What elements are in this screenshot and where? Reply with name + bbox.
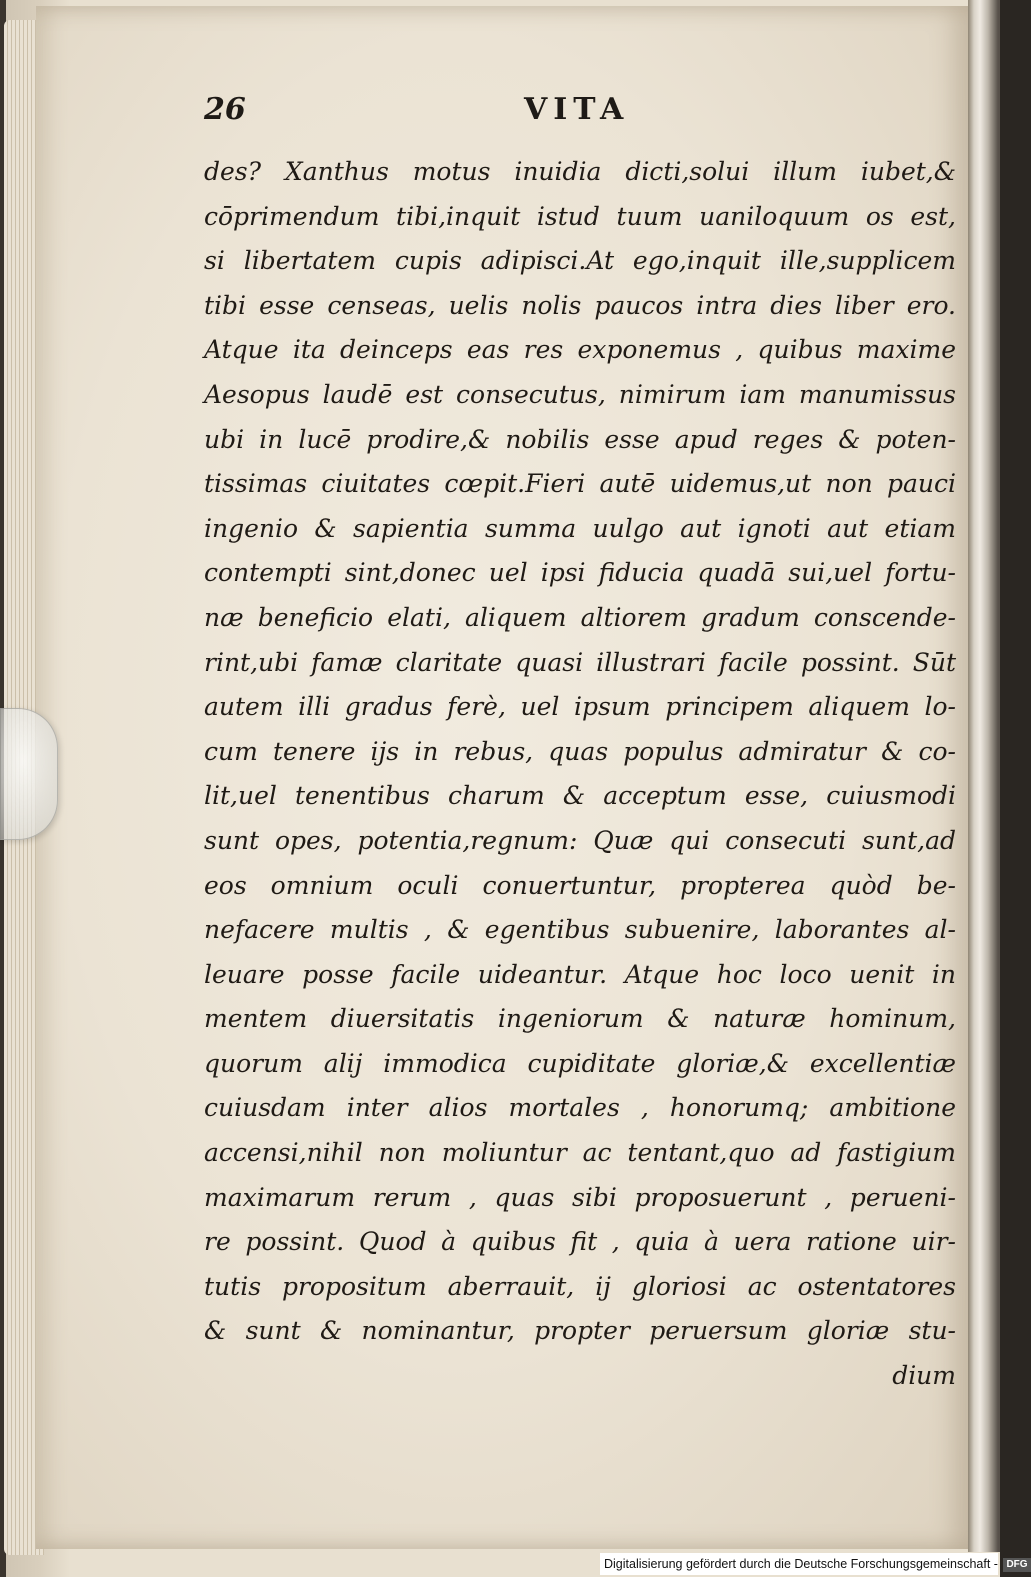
text-line: des? Xanthus motus inuidia dicti,solui illum iubet,&	[204, 157, 956, 186]
text-line: rint,ubi famæ claritate quasi illustrari facile possint. Sūt	[204, 647, 956, 677]
catchword: dium	[892, 1361, 956, 1391]
text-line: cōprimendum tibi,inquit istud tuum uaniloquum os est,	[204, 201, 956, 231]
text-line: re possint. Quod à quibus fit , quia à uera ratione uir-	[204, 1227, 956, 1257]
text-line: autem illi gradus ferè, uel ipsum principem aliquem lo-	[204, 692, 956, 722]
text-line: si libertatem cupis adipisci.At ego,inquit ille,supplicem	[204, 246, 956, 276]
page-tab	[0, 708, 58, 840]
text-line: mentem diuersitatis ingeniorum & naturæ hominum,	[204, 1004, 956, 1034]
text-line: næ beneficio elati, aliquem altiorem gradum conscende-	[204, 602, 956, 632]
book-binding	[968, 0, 1000, 1552]
dfg-logo: DFG	[1003, 1558, 1030, 1572]
digitization-footer	[600, 1553, 1028, 1575]
text-line: maximarum rerum , quas sibi proposuerunt , perueni-	[204, 1182, 956, 1212]
text-line: ubi in lucē prodire,& nobilis esse apud reges & poten-	[204, 424, 956, 454]
text-line: contempti sint,donec uel ipsi fiducia quadā sui,uel fortu-	[204, 558, 956, 588]
text-line: tissimas ciuitates cœpit.Fieri autē uidemus,ut non pauci	[204, 469, 956, 499]
text-line: nefacere multis , & egentibus subuenire, laborantes al-	[204, 915, 956, 945]
running-head: VITA	[524, 92, 630, 127]
text-line: leuare posse facile uideantur. Atque hoc loco uenit in	[204, 959, 956, 989]
text-line: accensi,nihil non moliuntur ac tentant,quo ad fastigium	[204, 1138, 956, 1168]
text-line: Atque ita deinceps eas res exponemus , quibus maxime	[204, 335, 956, 365]
footer-text: Digitalisierung gefördert durch die Deutsche Forschungsgemeinschaft -	[604, 1557, 998, 1571]
text-line: lit,uel tenentibus charum & acceptum esse, cuiusmodi	[204, 781, 956, 811]
text-line: cum tenere ijs in rebus, quas populus admiratur & co-	[204, 736, 956, 766]
text-line: Aesopus laudē est consecutus, nimirum iam manumissus	[204, 379, 956, 409]
text-line: & sunt & nominantur, propter peruersum gloriæ stu-	[204, 1316, 956, 1346]
text-line: tutis propositum aberrauit, ij gloriosi ac ostentatores	[204, 1271, 956, 1301]
text-block	[204, 150, 956, 1399]
text-line: sunt opes, potentia,regnum: Quæ qui consecuti sunt,ad	[204, 825, 956, 855]
page-number: 26	[204, 92, 246, 127]
text-line: eos omnium oculi conuertuntur, propterea quòd be-	[204, 870, 956, 900]
text-line: tibi esse censeas, uelis nolis paucos intra dies liber ero.	[204, 290, 956, 320]
text-line: cuiusdam inter alios mortales , honorumq; ambitione	[204, 1093, 956, 1123]
text-line: quorum alij immodica cupiditate gloriæ,& excellentiæ	[204, 1048, 956, 1078]
text-line: ingenio & sapientia summa uulgo aut ignoti aut etiam	[204, 513, 956, 543]
